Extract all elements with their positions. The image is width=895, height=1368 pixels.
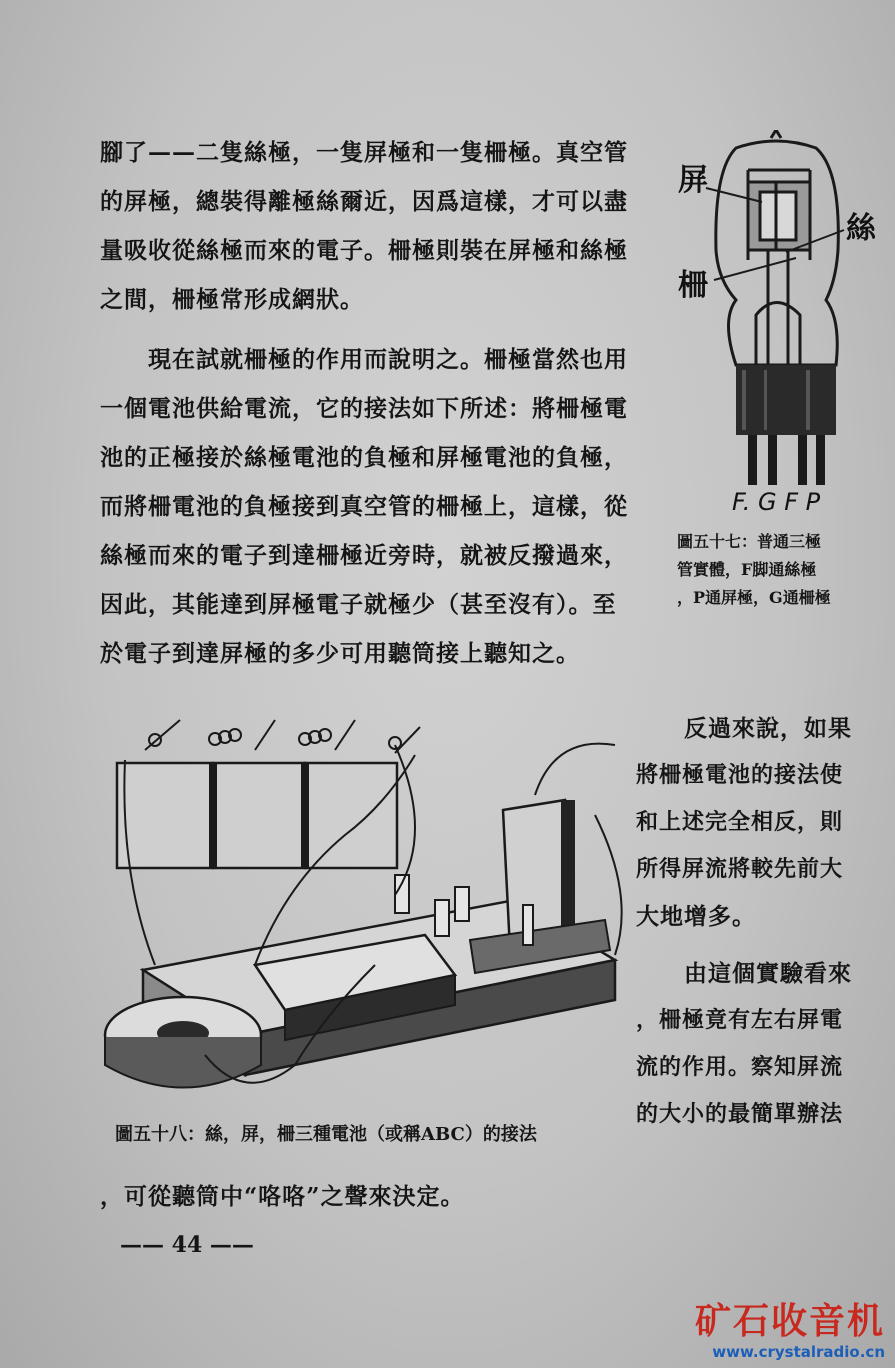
side-text-line: ，柵極竟有左右屏電 bbox=[636, 1007, 844, 1033]
side-text-line: 的大小的最簡單辦法 bbox=[636, 1101, 844, 1127]
paragraph-1 bbox=[100, 136, 666, 332]
side-text-line: 將柵極電池的接法使 bbox=[636, 762, 844, 788]
caption-line: 管實體，F脚通絲極 bbox=[677, 560, 817, 579]
side-text-line: 由這個實驗看來 bbox=[684, 960, 852, 987]
final-text-line: ，可從聽筒中“咯咯”之聲來決定。 bbox=[100, 1183, 465, 1210]
figure-58-caption: 圖五十八：絲，屏，柵三種電池（或稱ABC）的接法 bbox=[115, 1124, 537, 1145]
figure-57-tube-illustration bbox=[676, 130, 876, 520]
text-line: 於電子到達屏極的多少可用聽筒接上聽知之。 bbox=[100, 640, 580, 667]
text-line: 池的正極接於絲極電池的負極和屏極電池的負極， bbox=[100, 444, 628, 471]
text-line: 一個電池供給電流，它的接法如下所述：將柵極電 bbox=[100, 395, 628, 422]
text-line: 之間，柵極常形成網狀。 bbox=[100, 286, 364, 313]
caption-line: ，P通屏極，G通柵極 bbox=[677, 588, 831, 607]
side-text bbox=[636, 712, 888, 1145]
text-line: 的屏極，總裝得離極絲爾近，因爲這樣，才可以盡 bbox=[100, 188, 628, 215]
text-line: 因此，其能達到屏極電子就極少（甚至沒有）。至 bbox=[100, 591, 617, 618]
text-line: 量吸收從絲極而來的電子。柵極則裝在屏極和絲極 bbox=[100, 237, 628, 264]
side-text-line: 和上述完全相反，則 bbox=[636, 809, 844, 835]
watermark bbox=[695, 1302, 885, 1362]
filament-label: 絲 bbox=[846, 211, 876, 246]
side-text-line: 所得屏流將較先前大 bbox=[636, 856, 844, 882]
text-line: 絲極而來的電子到達柵極近旁時，就被反撥過來， bbox=[100, 542, 628, 569]
side-text-line: 流的作用。察知屏流 bbox=[636, 1054, 844, 1080]
watermark-url: www.crystalradio.cn bbox=[712, 1343, 885, 1361]
grid-label: 柵 bbox=[678, 268, 708, 303]
side-text-line: 反過來說，如果 bbox=[684, 715, 852, 742]
figure-58-circuit-illustration bbox=[95, 715, 640, 1110]
pin-labels: F. G F P bbox=[732, 488, 821, 516]
page-number: —— 44 —— bbox=[120, 1232, 254, 1258]
plate-label: 屏 bbox=[678, 163, 708, 198]
watermark-title: 矿石收音机 bbox=[694, 1301, 885, 1342]
caption-line: 圖五十七：普通三極 bbox=[677, 532, 822, 551]
text-line: 現在試就柵極的作用而說明之。柵極當然也用 bbox=[148, 346, 628, 373]
text-line: 而將柵電池的負極接到真空管的柵極上，這樣，從 bbox=[100, 493, 628, 520]
figure-57-caption bbox=[677, 528, 831, 612]
side-text-line: 大地增多。 bbox=[636, 903, 756, 930]
paragraph-2 bbox=[100, 343, 666, 686]
text-line: 腳了——二隻絲極，一隻屏極和一隻柵極。真空管 bbox=[100, 139, 628, 166]
